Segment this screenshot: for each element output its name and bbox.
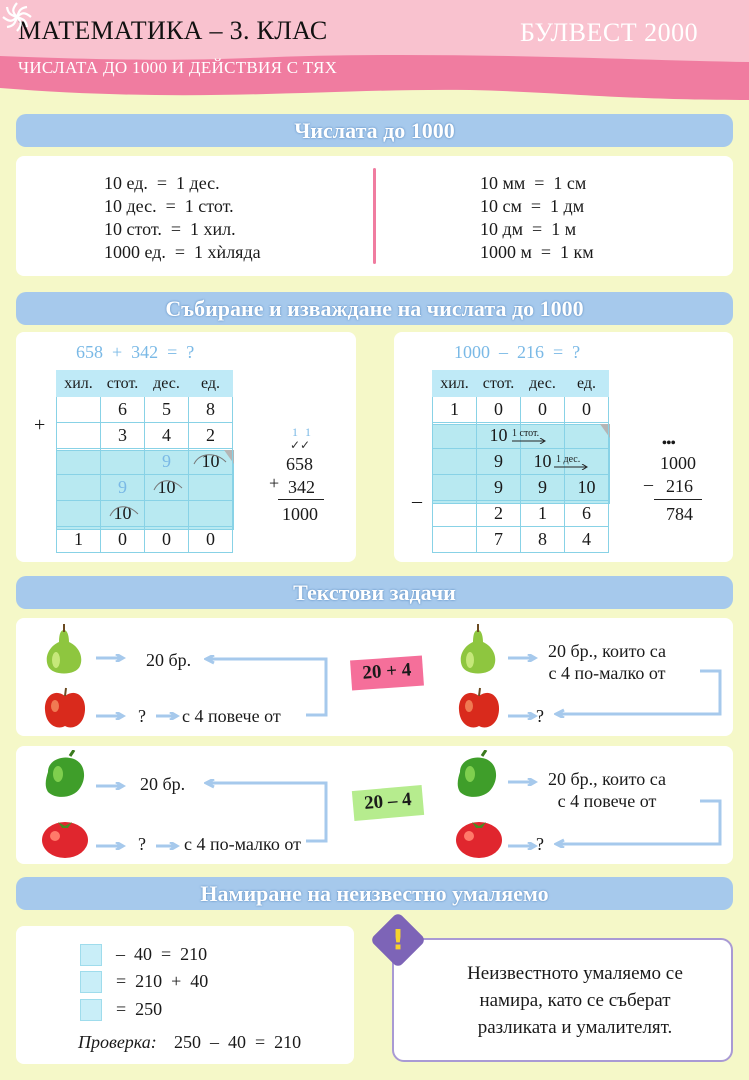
cell: 0 [101, 527, 145, 553]
unit-eq: 10 ед. = 1 дес. [104, 173, 220, 193]
column-line [654, 499, 702, 500]
cell: 9 [101, 475, 145, 501]
cell [433, 475, 477, 501]
task1-card [16, 618, 733, 736]
pear-icon [456, 624, 500, 678]
carry-marks: 1 1 [292, 425, 313, 439]
tomato-icon [40, 814, 90, 860]
cell: 0 [189, 527, 233, 553]
task2-left-top: 20 бр. [140, 774, 186, 794]
cell: 0 [145, 527, 189, 553]
cell: 5 [145, 397, 189, 423]
col-header: ед. [189, 371, 233, 397]
cell: 10 [145, 475, 189, 501]
arrow-icon [508, 778, 538, 786]
cell: 1 [521, 501, 565, 527]
col-header: хил. [433, 371, 477, 397]
page-subtitle: ЧИСЛАТА ДО 1000 И ДЕЙСТВИЯ С ТЯХ [18, 58, 338, 77]
header [0, 0, 749, 108]
addition-card [16, 332, 356, 562]
check-label: Проверка: [78, 1032, 157, 1052]
loan-arrow-icon [554, 464, 590, 470]
cell [565, 423, 609, 449]
col-header: хил. [57, 371, 101, 397]
unit-eq: 10 дес. = 1 стот. [104, 196, 234, 216]
cell: 4 [565, 527, 609, 553]
task2-left-q: ? [138, 834, 146, 854]
addition-expression: 658 + 342 = ? [76, 342, 195, 362]
subtraction-card [394, 332, 733, 562]
cell: 3 [101, 423, 145, 449]
cell: 10 [565, 475, 609, 501]
minuend-eq: = 250 [116, 999, 163, 1019]
section-title-add-sub: Събиране и изваждане на числата до 1000 [16, 292, 733, 325]
loan-label: 1 стот. [512, 428, 540, 439]
arrow-icon [508, 842, 538, 850]
arrow-icon [156, 712, 180, 720]
cell: 9 [477, 475, 521, 501]
minuend-eq: – 40 = 210 [116, 944, 208, 964]
cell: 8 [521, 527, 565, 553]
cell: 1 [57, 527, 101, 553]
task2-right-line: 20 бр., които са [548, 769, 666, 789]
task1-left-bottom: с 4 повече от [182, 706, 281, 726]
unknown-box [80, 944, 102, 966]
section-title-numbers: Числата до 1000 [16, 114, 733, 147]
apple-icon [42, 686, 88, 732]
column-line [278, 499, 324, 500]
task2-left-bottom: с 4 по-малко от [184, 834, 301, 854]
length-eq: 10 дм = 1 м [480, 219, 577, 239]
length-eq: 10 мм = 1 см [480, 173, 587, 193]
minus-sign: – [412, 490, 422, 512]
cell: 0 [565, 397, 609, 423]
cell [433, 449, 477, 475]
unit-eq: 1000 ед. = 1 хѝляда [104, 242, 261, 262]
bracket-arrow-icon [554, 668, 724, 718]
cell: 9 [145, 449, 189, 475]
arrow-icon [96, 782, 126, 790]
loan-dots: • • • [662, 436, 674, 451]
length-eq: 10 см = 1 дм [480, 196, 585, 216]
cell: 10 [521, 449, 565, 475]
arrow-icon [96, 654, 126, 662]
column-minus: – [644, 474, 653, 494]
cell: 10 [189, 449, 233, 475]
task2-right-q: ? [536, 834, 544, 854]
rule-note [392, 938, 733, 1062]
arrow-icon [96, 712, 126, 720]
cell [433, 501, 477, 527]
brand-name: БУЛВЕСТ 2000 [520, 18, 699, 47]
check-expression: 250 – 40 = 210 [174, 1032, 302, 1052]
subtraction-expression: 1000 – 216 = ? [454, 342, 581, 362]
task2-right-line: с 4 повече от [557, 791, 657, 811]
pear-icon [42, 624, 86, 678]
length-eq: 1000 м = 1 км [480, 242, 594, 262]
arrow-icon [508, 712, 538, 720]
pepper-icon [40, 750, 90, 802]
section-title-unknown-minuend: Намиране на неизвестно умаляемо [16, 877, 733, 910]
task1-right-line: с 4 по-малко от [548, 663, 666, 683]
cell: 1 [433, 397, 477, 423]
col-header: дес. [145, 371, 189, 397]
col-header: стот. [477, 371, 521, 397]
rule-line: разликата и умалителят. [477, 1017, 673, 1038]
loan-arrow-icon [512, 438, 548, 444]
apple-icon [456, 686, 502, 732]
cell: 6 [565, 501, 609, 527]
unit-eq: 10 стот. = 1 хил. [104, 219, 236, 239]
cell: 6 [101, 397, 145, 423]
task2-card [16, 746, 733, 864]
warning-glyph: ! [391, 923, 405, 956]
col-header: стот. [101, 371, 145, 397]
task1-left-q: ? [138, 706, 146, 726]
col-header: ед. [565, 371, 609, 397]
cell [57, 397, 101, 423]
cell: 4 [145, 423, 189, 449]
task1-right-q: ? [536, 706, 544, 726]
rule-text [430, 960, 720, 1041]
tomato-icon [454, 814, 504, 860]
brand-logo-icon [0, 0, 34, 34]
column-b: 342 [288, 477, 315, 497]
carry-arrows [76, 452, 236, 532]
col-header: дес. [521, 371, 565, 397]
column-b: 216 [666, 476, 693, 496]
rule-line: Неизвестното умаляемо се [467, 963, 683, 984]
task1-left-top: 20 бр. [146, 650, 192, 670]
cell: 0 [477, 397, 521, 423]
bracket-arrow-icon [554, 798, 724, 848]
rule-line: намира, като се съберат [479, 990, 671, 1011]
task1-badge: 20 + 4 [350, 656, 424, 691]
arrow-icon [508, 654, 538, 662]
cell: 9 [477, 449, 521, 475]
cell: 9 [521, 475, 565, 501]
column-a: 1000 [660, 453, 696, 473]
plus-sign: + [34, 414, 46, 436]
cell: 2 [189, 423, 233, 449]
cell: 10 [101, 501, 145, 527]
minuend-card [16, 926, 354, 1064]
page-title: МАТЕМАТИКА – 3. КЛАС [18, 16, 328, 45]
arrow-icon [96, 842, 126, 850]
cell: 7 [477, 527, 521, 553]
unknown-box [80, 971, 102, 993]
units-card [16, 156, 733, 276]
cell: 2 [477, 501, 521, 527]
cell [433, 527, 477, 553]
cell: 0 [521, 397, 565, 423]
task1-right-line: 20 бр., които са [548, 641, 666, 661]
cell: 8 [189, 397, 233, 423]
section-title-word-problems: Текстови задачи [16, 576, 733, 609]
task2-badge: 20 – 4 [352, 785, 424, 821]
column-a: 658 [286, 454, 313, 474]
carry-ticks: ✓✓ [290, 438, 311, 452]
subtraction-table [432, 370, 609, 553]
loan-label: 1 дес. [556, 454, 581, 465]
unknown-box [80, 999, 102, 1021]
minuend-eq: = 210 + 40 [116, 971, 209, 991]
cell [433, 423, 477, 449]
pepper-icon [452, 750, 502, 802]
arrow-icon [156, 842, 180, 850]
column-result: 1000 [282, 504, 318, 524]
cell [57, 423, 101, 449]
divider [373, 168, 376, 264]
column-result: 784 [666, 504, 693, 524]
column-plus: + [269, 473, 280, 493]
cell: 10 [477, 423, 521, 449]
